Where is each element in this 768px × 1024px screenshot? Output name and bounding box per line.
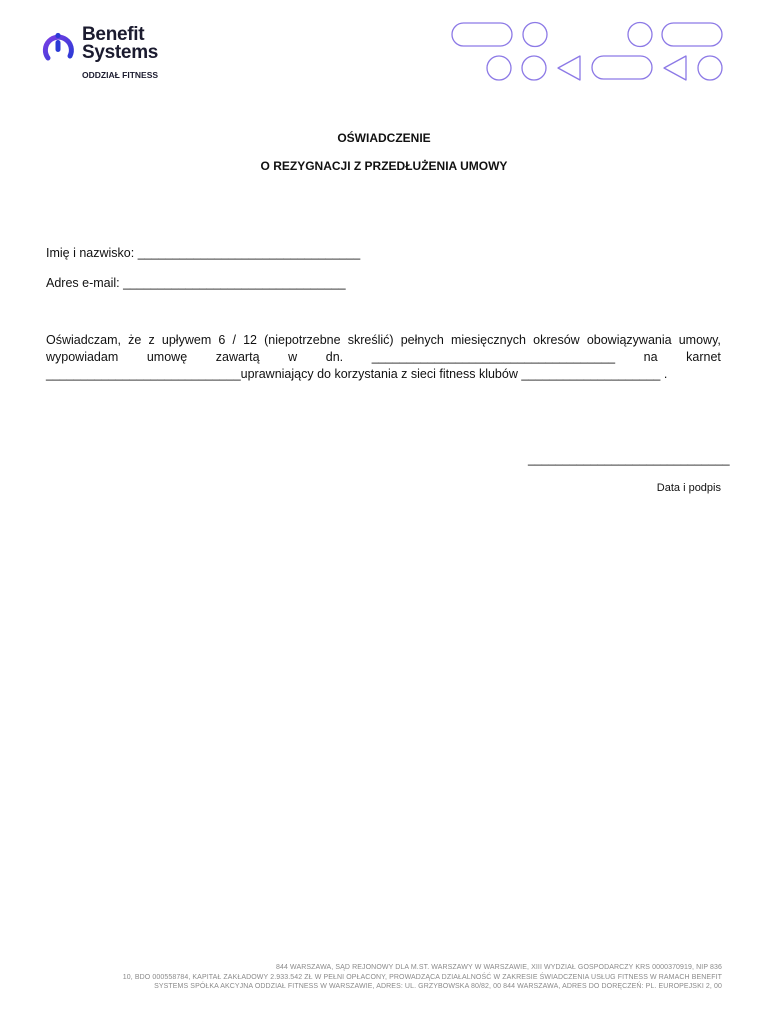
signature-label: Data i podpis [656, 482, 721, 494]
paragraph-word: że [128, 333, 142, 347]
pill-shape [452, 23, 512, 46]
decorative-shapes [448, 18, 728, 88]
paragraph-word: skreślić) [347, 333, 394, 347]
pill-shape [662, 23, 722, 46]
paragraph-word: z [148, 333, 155, 347]
paragraph-word: (niepotrzebne [264, 333, 341, 347]
logo-line1: Benefit [82, 24, 145, 45]
declaration-paragraph [46, 332, 721, 383]
paragraph-word: Oświadczam, [46, 333, 122, 347]
paragraph-word: okresów [533, 333, 580, 347]
paragraph-word: karnet [686, 350, 721, 364]
pill-shape [592, 56, 652, 79]
logo-mark-icon [40, 28, 76, 64]
paragraph-word: 12 [243, 333, 257, 347]
paragraph-word: pełnych [400, 333, 444, 347]
footer-line-2: 10, BDO 000558784, KAPITAŁ ZAKŁADOWY 2.933.542 ZŁ W PEŁNI OPŁACONY, PROWADZĄCA DZIAŁALNOŚĆ W ZAKRESIE ŚWIADCZENIA USŁUG FITNESS W RAMACH BENEFIT [122, 973, 722, 981]
paragraph-word: ___________________________________ [371, 350, 616, 364]
circle-shape [523, 23, 547, 47]
paragraph-word: 6 [218, 333, 226, 347]
paragraph-word: / [232, 333, 236, 347]
document-subtitle: O REZYGNACJI Z PRZEDŁUŻENIA UMOWY [260, 159, 508, 173]
paragraph-word: w [288, 350, 298, 364]
logo-division: ODDZIAŁ FITNESS [82, 70, 159, 80]
circle-shape [522, 56, 546, 80]
paragraph-word: miesięcznych [450, 333, 526, 347]
circle-shape [487, 56, 511, 80]
company-footer [46, 963, 722, 992]
paragraph-word: upływem [161, 333, 212, 347]
paragraph-word: umowy, [678, 333, 721, 347]
logo-line2: Systems [82, 42, 159, 63]
paragraph-word: zawartą [215, 350, 260, 364]
triangle-shape [558, 56, 580, 80]
paragraph-line-1 [46, 332, 721, 349]
paragraph-word: wypowiadam [46, 350, 119, 364]
email-field: Adres e-mail: ________________________________ [46, 276, 346, 290]
footer-line-1: 844 WARSZAWA, SĄD REJONOWY DLA M.ST. WARSZAWY W WARSZAWIE, XIII WYDZIAŁ GOSPODARCZY KRS 0000370919, NIP 836 [276, 964, 722, 971]
footer-line-3: SYSTEMS SPÓŁKA AKCYJNA ODDZIAŁ FITNESS W WARSZAWIE, ADRES: UL. GRZYBOWSKA 80/82, 00 844 WARSZAWA, ADRES DO DORĘCZEŃ: PL. EUROPEJSKI 2, 00 [154, 983, 722, 990]
paragraph-word: na [643, 350, 658, 364]
name-field: Imię i nazwisko: ________________________________ [46, 246, 361, 260]
paragraph-word: umowę [146, 350, 188, 364]
logo-wordmark [82, 26, 158, 62]
company-logo [40, 26, 170, 82]
paragraph-word: obowiązywania [586, 333, 672, 347]
signature-line: _____________________________ [528, 452, 730, 466]
document-title: OŚWIADCZENIE [337, 131, 431, 145]
triangle-shape [664, 56, 686, 80]
circle-shape [698, 56, 722, 80]
paragraph-word: dn. [325, 350, 344, 364]
paragraph-line-2 [46, 349, 721, 366]
circle-shape [628, 23, 652, 47]
paragraph-line-3: ____________________________uprawniający do korzystania z sieci fitness klubów ____________________ . [46, 367, 668, 381]
